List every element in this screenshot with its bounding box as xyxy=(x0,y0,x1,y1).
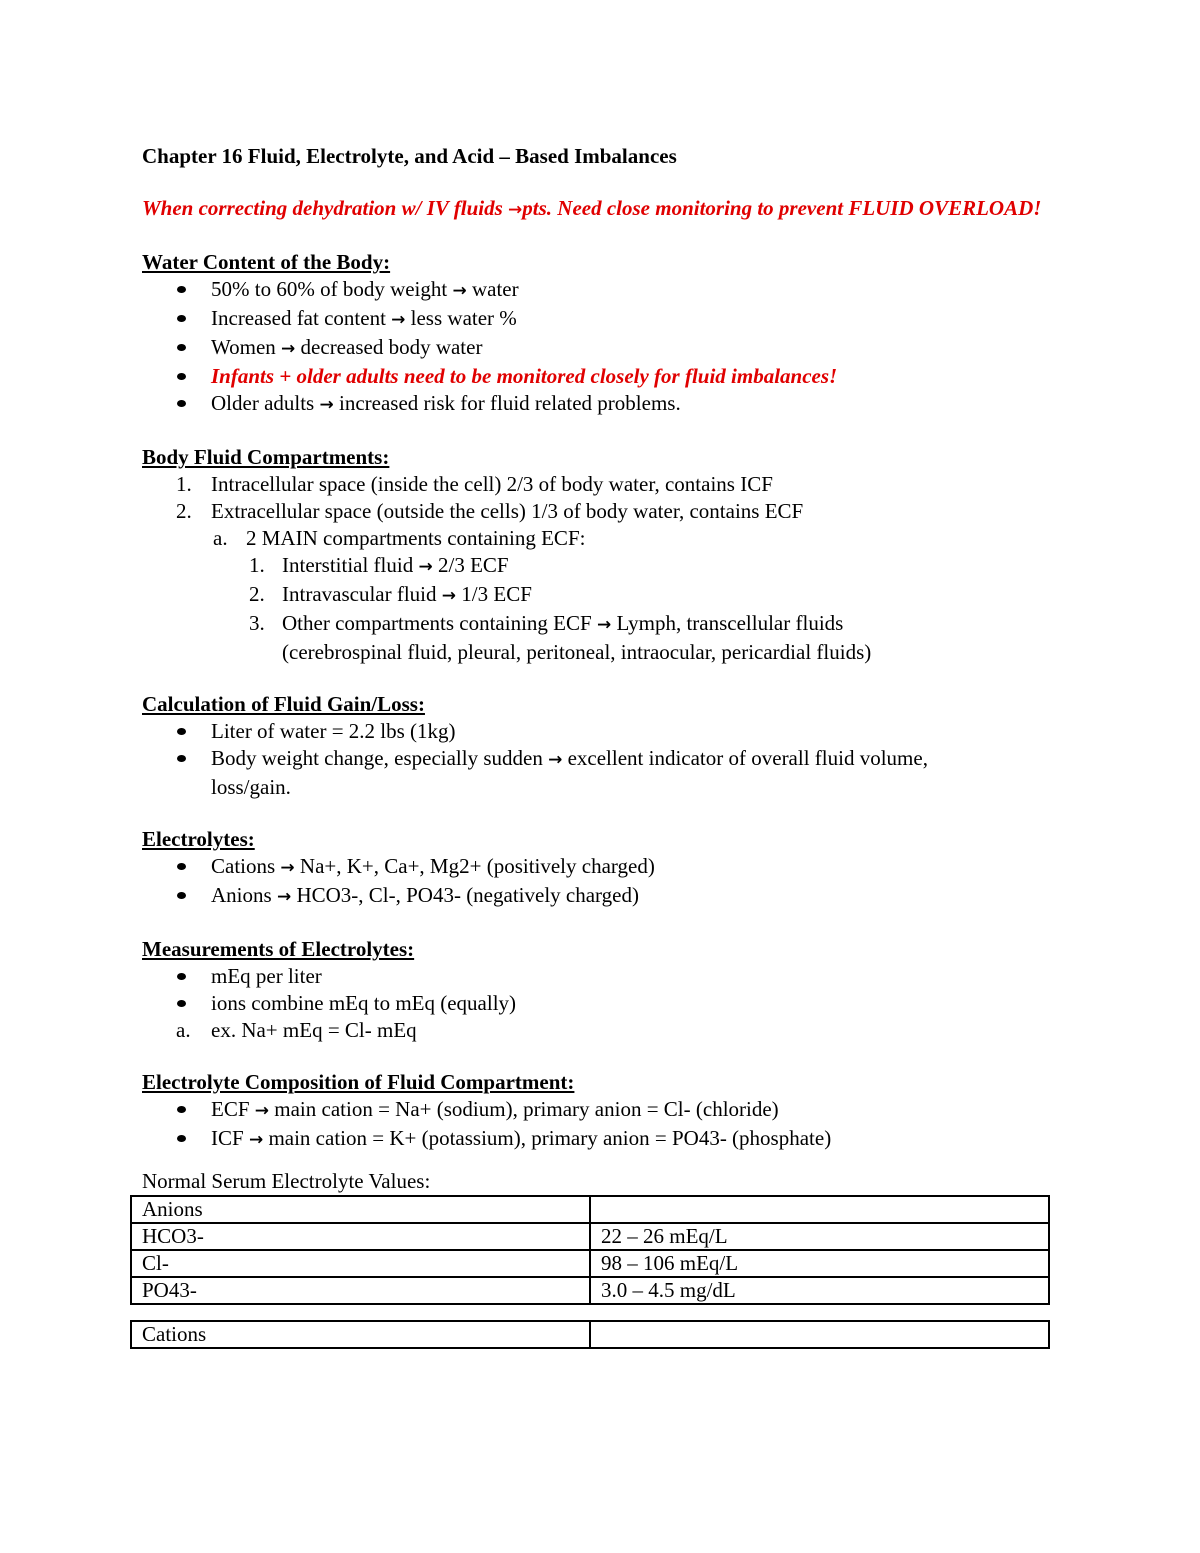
list-item: a. ex. Na+ mEq = Cl- mEq xyxy=(176,1018,417,1042)
arrow-right-icon: → xyxy=(596,615,612,635)
list-item: ICF → main cation = K+ (potassium), primary anion = PO43- (phosphate) xyxy=(142,1125,1052,1154)
section-body-fluid-compartments xyxy=(142,444,1052,666)
section-electrolytes xyxy=(142,826,1052,911)
table-cell: PO43- xyxy=(131,1277,590,1304)
heading-water-content: Water Content of the Body: xyxy=(142,250,391,274)
list-item: 1. Intracellular space (inside the cell) 2/3 of body water, contains ICF xyxy=(176,472,773,496)
arrow-right-icon: → xyxy=(418,557,433,577)
arrow-right-icon: → xyxy=(441,586,457,606)
heading-composition: Electrolyte Composition of Fluid Compartment: xyxy=(142,1070,575,1094)
table-cell: 3.0 – 4.5 mg/dL xyxy=(590,1277,1049,1304)
list-item-continuation: (cerebrospinal fluid, pleural, peritoneal, intraocular, pericardial fluids) xyxy=(282,640,872,664)
list-item: 2. Intravascular fluid → 1/3 ECF xyxy=(249,582,532,606)
arrow-right-icon: → xyxy=(254,1101,270,1121)
table-cell: HCO3- xyxy=(131,1223,590,1250)
list-item: ions combine mEq to mEq (equally) xyxy=(142,990,1052,1017)
calculation-list xyxy=(142,718,1052,801)
table-cell xyxy=(590,1321,1049,1348)
table-row xyxy=(131,1223,1049,1250)
list-item: Cations → Na+, K+, Ca+, Mg2+ (positively charged) xyxy=(142,853,1052,882)
list-item: Body weight change, especially sudden → excellent indicator of overall fluid volume, loss/gain. xyxy=(142,745,1052,801)
table-row xyxy=(131,1277,1049,1304)
heading-electrolytes: Electrolytes: xyxy=(142,827,255,851)
arrow-right-icon: → xyxy=(280,858,295,878)
section-water-content xyxy=(142,249,1052,419)
section-calculation xyxy=(142,691,1052,801)
cations-table xyxy=(130,1320,1050,1349)
dehydration-warning: When correcting dehydration w/ IV fluids →pts. Need close monitoring to prevent FLUID OVERLOAD! xyxy=(142,196,1042,220)
table-cell: 22 – 26 mEq/L xyxy=(590,1223,1049,1250)
list-item: 3. Other compartments containing ECF → Lymph, transcellular fluids xyxy=(249,611,844,635)
arrow-right-icon: → xyxy=(391,310,406,330)
arrow-right-icon: → xyxy=(276,887,292,907)
list-item: 2. Extracellular space (outside the cells) 1/3 of body water, contains ECF xyxy=(176,499,804,523)
measurements-list xyxy=(142,963,1052,1017)
arrow-right-icon: → xyxy=(281,339,296,359)
arrow-right-icon: → xyxy=(452,281,467,301)
table-row xyxy=(131,1250,1049,1277)
list-item: a. 2 MAIN compartments containing ECF: xyxy=(213,526,586,550)
list-item: ECF → main cation = Na+ (sodium), primary anion = Cl- (chloride) xyxy=(142,1096,1052,1125)
list-item: Women → decreased body water xyxy=(142,334,1052,363)
section-composition xyxy=(142,1069,1052,1154)
list-item: mEq per liter xyxy=(142,963,1052,990)
composition-list xyxy=(142,1096,1052,1154)
electrolytes-list xyxy=(142,853,1052,911)
anions-table xyxy=(130,1195,1050,1305)
heading-calculation: Calculation of Fluid Gain/Loss: xyxy=(142,692,425,716)
table-cell: Anions xyxy=(131,1196,590,1223)
table-cell: Cations xyxy=(131,1321,590,1348)
section-measurements xyxy=(142,936,1052,1044)
list-item: Anions → HCO3-, Cl-, PO43- (negatively charged) xyxy=(142,882,1052,911)
list-item: 1. Interstitial fluid → 2/3 ECF xyxy=(249,553,509,577)
heading-measurements: Measurements of Electrolytes: xyxy=(142,937,415,961)
list-item: Liter of water = 2.2 lbs (1kg) xyxy=(142,718,1052,745)
heading-body-fluid-compartments: Body Fluid Compartments: xyxy=(142,445,390,469)
table-header-row xyxy=(131,1321,1049,1348)
table-header-row xyxy=(131,1196,1049,1223)
table-cell: 98 – 106 mEq/L xyxy=(590,1250,1049,1277)
list-item: 50% to 60% of body weight → water xyxy=(142,276,1052,305)
list-item: Older adults → increased risk for fluid related problems. xyxy=(142,390,1052,419)
page-title: Chapter 16 Fluid, Electrolyte, and Acid – Based Imbalances xyxy=(142,144,677,168)
arrow-right-icon: → xyxy=(548,750,563,770)
water-content-list xyxy=(142,276,1052,419)
list-item-alert: Infants + older adults need to be monitored closely for fluid imbalances! xyxy=(142,363,1052,390)
list-item: Increased fat content → less water % xyxy=(142,305,1052,334)
arrow-right-icon: → xyxy=(508,200,523,220)
arrow-right-icon: → xyxy=(319,395,334,415)
document-page xyxy=(142,140,1052,1349)
arrow-right-icon: → xyxy=(248,1130,264,1150)
normal-values-caption: Normal Serum Electrolyte Values: xyxy=(142,1169,431,1193)
table-cell xyxy=(590,1196,1049,1223)
table-cell: Cl- xyxy=(131,1250,590,1277)
